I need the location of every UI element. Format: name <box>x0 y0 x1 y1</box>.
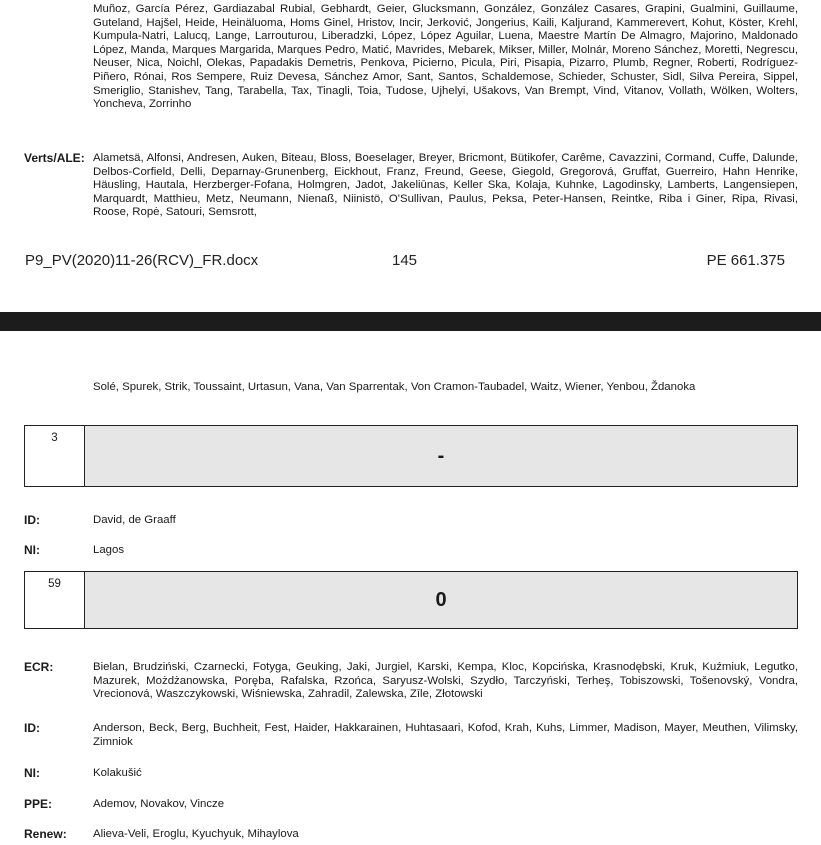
page-145 <box>0 0 821 312</box>
group-label-verts: Verts/ALE: <box>24 151 85 165</box>
vote-count: 59 <box>25 572 85 628</box>
verts-group-continuation <box>93 381 798 395</box>
abstain-group-ni <box>24 544 798 558</box>
vote-sign-text: 0 <box>435 588 447 611</box>
group-label-id: ID: <box>24 513 40 527</box>
zero-group-ni <box>24 767 798 781</box>
vote-sign-text: - <box>437 444 445 467</box>
abstain-group-id <box>24 514 798 528</box>
id-member-list: Anderson, Beck, Berg, Buchheit, Fest, Haider, Hakkarainen, Huhtasaari, Kofod, Krah, Kuhs, Limmer, Madison, Mayer, Meuthen, Vilimsky, Zimniok <box>93 722 798 748</box>
group-label-renew: Renew: <box>24 827 67 841</box>
group-label-id: ID: <box>24 721 40 735</box>
vote-result-box-zero <box>24 571 798 629</box>
page-separator <box>0 312 821 331</box>
ecr-member-list: Bielan, Brudziński, Czarnecki, Fotyga, Geuking, Jaki, Jurgiel, Karski, Kempa, Kloc, Kopcińska, Krasnodębski, Kruk, Kuźmiuk, Legutko, Mazurek, Możdżanowska, Poręba, Rafalska, Rzońca, Saryusz-Wolski, Szydło, Tarczyński, Terheş, Tobiszowski, Tošenovský, Vondra, Vrecionová, Waszczykowski, Wiśniewska, Zahradil, Zalewska, Zīle, Złotowski <box>93 661 798 701</box>
verts-group <box>24 152 798 220</box>
page-146 <box>0 331 821 845</box>
id-member-list: David, de Graaff <box>93 514 176 526</box>
zero-group-id <box>24 722 798 749</box>
ni-member-list: Lagos <box>93 544 125 556</box>
vote-sign <box>85 426 797 486</box>
footer-reference: PE 661.375 <box>706 252 785 269</box>
renew-member-list: Alieva-Veli, Eroglu, Kyuchyuk, Mihaylova <box>93 828 299 840</box>
ni-member-list: Kolakušić <box>93 767 142 779</box>
sd-member-list: Muñoz, García Pérez, Gardiazabal Rubial, Gebhardt, Geier, Glucksmann, González, González Casares, Grapini, Gualmini, Guillaume, Guteland, Hajšel, Heide, Heinäluoma, Homs Ginel, Hristov, Incir, Jerković, Jongerius, Kaili, Kaljurand, Kammerevert, Kohut, Köster, Krehl, Kumpula-Natri, Lalucq, Lange, Larrouturou, Liberadzki, López, López Aguilar, Luena, Maestre Martín De Almagro, Majorino, Maldonado López, Manda, Marques Margarida, Marques Pedro, Matić, Mavrides, Mebarek, Mikser, Miller, Molnár, Moreno Sánchez, Moretti, Negrescu, Neuser, Nica, Noichl, Olekas, Papadakis Demetris, Penkova, Picierno, Picula, Piri, Pisapia, Pizarro, Plumb, Regner, Roberti, Rodríguez-Piñero, Rónai, Ros Sempere, Ruiz Devesa, Sánchez Amor, Sant, Santos, Schaldemose, Schieder, Schuster, Sidl, Silva Pereira, Sippel, Smeriglio, Stanishev, Tang, Tarabella, Tax, Tinagli, Toia, Tudose, Ujhelyi, Ušakovs, Van Brempt, Vind, Vitanov, Vollath, Wölken, Wolters, Yoncheva, Zorrinho <box>93 3 798 111</box>
zero-group-renew <box>24 828 798 842</box>
vote-result-box-abstentions <box>24 425 798 487</box>
footer-document-name: P9_PV(2020)11-26(RCV)_FR.docx <box>25 252 259 269</box>
verts-member-list-continued: Solé, Spurek, Strik, Toussaint, Urtasun, Vana, Van Sparrentak, Von Cramon-Taubadel, Waitz, Wiener, Yenbou, Ždanoka <box>93 381 696 393</box>
footer-page-number: 145 <box>392 252 418 269</box>
sd-group-continuation <box>93 3 798 112</box>
zero-group-ecr <box>24 661 798 702</box>
group-label-ni: NI: <box>24 543 40 557</box>
verts-member-list: Alametsä, Alfonsi, Andresen, Auken, Biteau, Bloss, Boeselager, Breyer, Bricmont, Bütikofer, Carême, Cavazzini, Cormand, Cuffe, Dalunde, Delbos-Corfield, Delli, Deparnay-Grunenberg, Eickhout, Franz, Freund, Geese, Giegold, Gregorová, Gruffat, Guerreiro, Hahn Henrike, Häusling, Hautala, Herzberger-Fofana, Holmgren, Jadot, Jakeliūnas, Keller Ska, Kolaja, Kuhnke, Lagodinsky, Lamberts, Langensiepen, Marquardt, Matthieu, Metz, Neumann, Nienaß, Niinistö, O'Sullivan, Paulus, Peksa, Peter-Hansen, Reintke, Riba i Giner, Ripa, Rivasi, Roose, Ropė, Satouri, Semsrott, <box>93 152 798 219</box>
group-label-ni: NI: <box>24 766 40 780</box>
group-label-ecr: ECR: <box>24 660 54 674</box>
group-label-ppe: PPE: <box>24 797 53 811</box>
vote-count: 3 <box>25 426 85 486</box>
ppe-member-list: Ademov, Novakov, Vincze <box>93 798 225 810</box>
zero-group-ppe <box>24 798 798 812</box>
vote-sign <box>85 572 797 628</box>
